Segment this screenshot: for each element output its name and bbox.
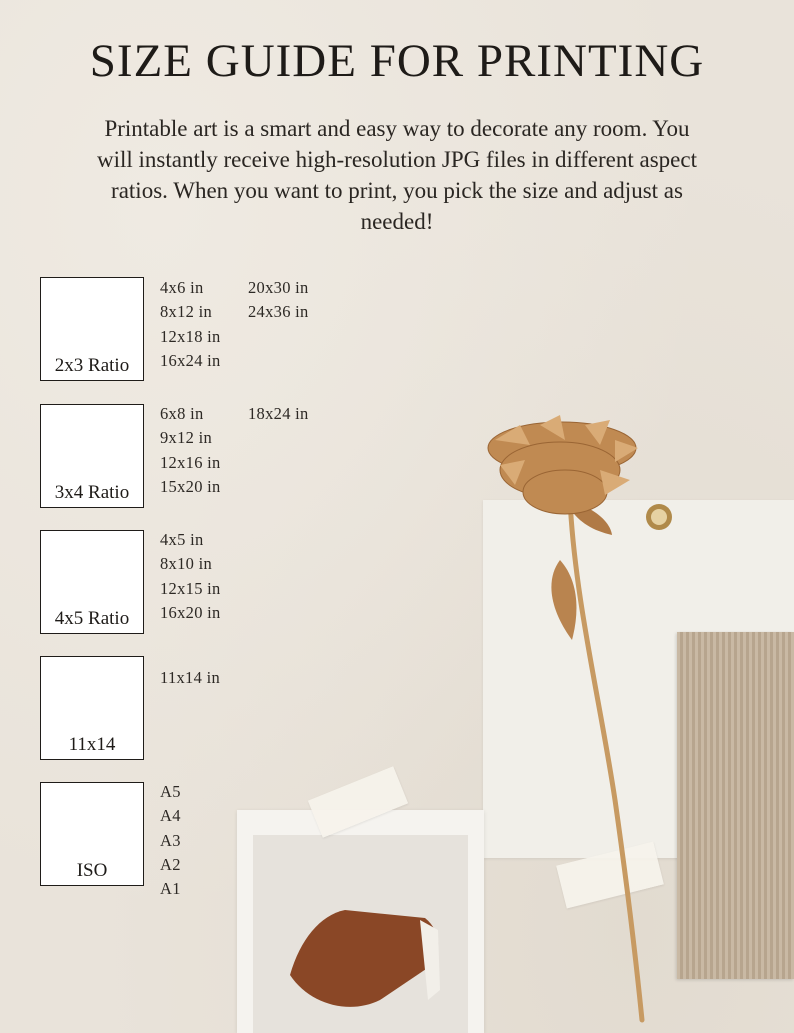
ratio-label: 2x3 Ratio: [54, 355, 130, 376]
ratio-box-4x5: [40, 530, 144, 634]
size-list: [160, 780, 181, 901]
size-list: [160, 402, 221, 499]
size-item: 12x15 in: [160, 578, 221, 598]
size-item: 9x12 in: [160, 428, 213, 448]
size-item: 4x5 in: [160, 530, 204, 549]
size-item: 12x16 in: [160, 452, 221, 472]
size-item: A1: [160, 879, 181, 899]
size-item: A2: [160, 854, 181, 874]
size-item: 16x24 in: [160, 350, 221, 370]
size-item: A3: [160, 830, 181, 850]
ratio-label: 3x4 Ratio: [54, 482, 130, 503]
size-item: 6x8 in: [160, 404, 204, 423]
size-list: [248, 276, 309, 325]
size-item: A5: [160, 782, 181, 801]
size-item: 15x20 in: [160, 476, 221, 496]
size-list: [160, 276, 221, 373]
size-item: 8x12 in: [160, 302, 213, 322]
intro-paragraph: Printable art is a smart and easy way to decorate any room. You will instantly receive high-resolution JPG files in different aspect ratios. When you want to print, you pick the size and adjust as needed!: [97, 116, 697, 234]
size-item: 12x18 in: [160, 326, 221, 346]
size-list: [248, 402, 309, 426]
ratio-box-3x4: [40, 404, 144, 508]
size-item: 4x6 in: [160, 278, 204, 297]
page-title: SIZE GUIDE FOR PRINTING: [89, 35, 705, 87]
size-item: 8x10 in: [160, 554, 213, 574]
ratio-box-iso: [40, 782, 144, 886]
ratio-box-11x14: [40, 656, 144, 760]
size-item: 24x36 in: [248, 302, 309, 322]
size-item: 16x20 in: [160, 602, 221, 622]
size-item: 20x30 in: [248, 278, 309, 297]
ratio-label: 11x14: [68, 734, 116, 755]
size-item: 18x24 in: [248, 404, 309, 423]
size-item: A4: [160, 806, 181, 826]
ratio-label: 4x5 Ratio: [54, 608, 130, 629]
size-item: 11x14 in: [160, 668, 220, 687]
size-list: [160, 528, 221, 625]
ratio-box-2x3: [40, 277, 144, 381]
size-list: [160, 666, 220, 690]
ratio-label: ISO: [76, 860, 108, 881]
